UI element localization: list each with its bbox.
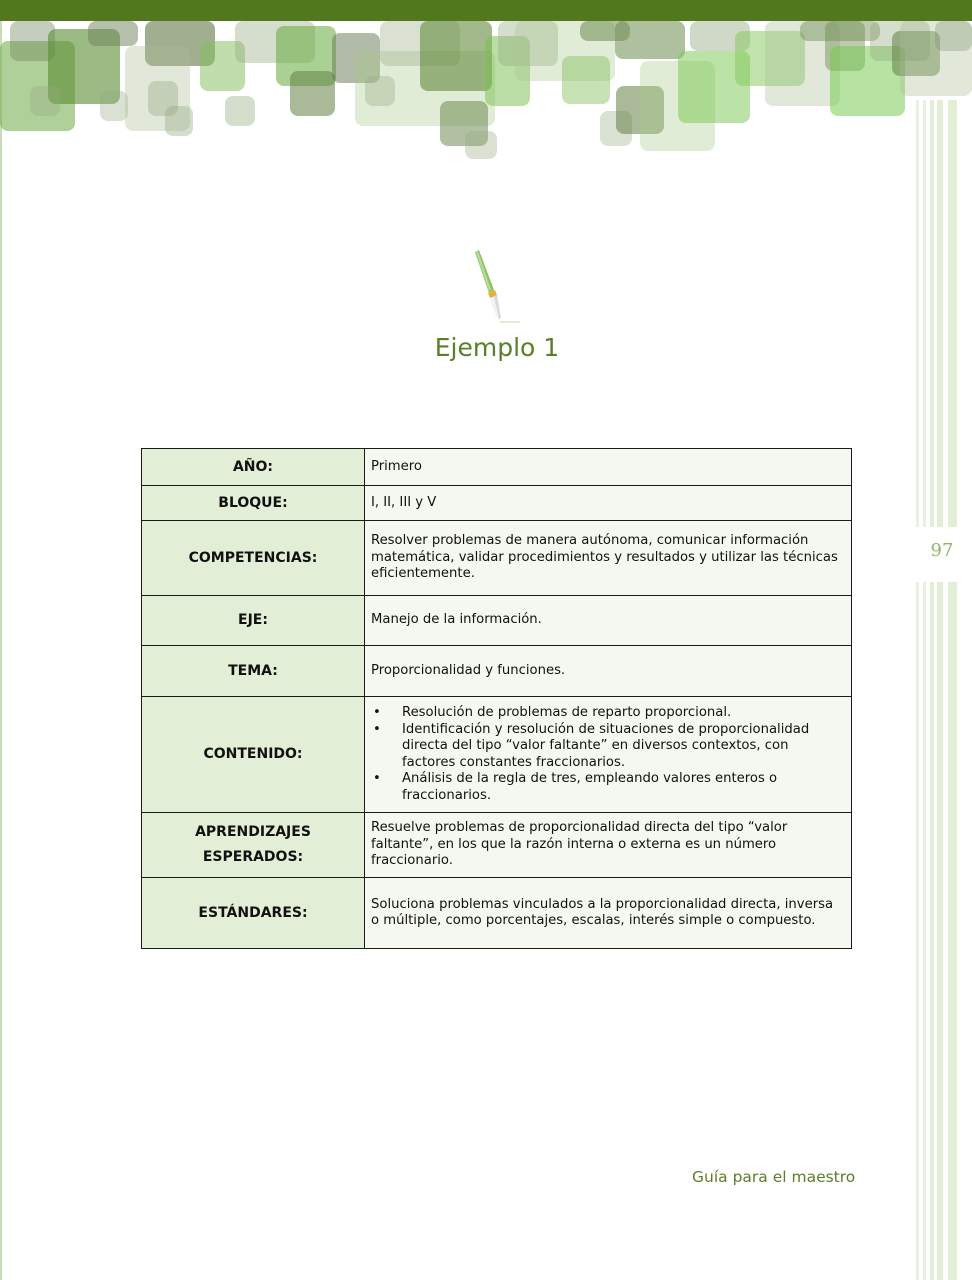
footer-text: Guía para el maestro [692, 1168, 856, 1186]
header-decoration [0, 21, 972, 161]
row-value: Soluciona problemas vinculados a la proporcionalidad directa, inversa o múltiple, como porcentajes, escalas, interés simple o compuesto. [365, 878, 852, 949]
row-label-line: APRENDIZAJES [195, 824, 311, 840]
table-row [142, 486, 852, 521]
row-label-line: ESPERADOS: [202, 849, 304, 865]
page-title: Ejemplo 1 [434, 333, 560, 362]
row-label: EJE: [142, 596, 365, 646]
list-item: • Identificación y resolución de situaciones de proporcionalidad directa del tipo “valor faltante” en diversos contextos, con factores constantes fraccionarios. [371, 722, 845, 772]
content-bullet-list [371, 705, 845, 804]
table-row [142, 449, 852, 486]
row-value: I, II, III y V [365, 486, 852, 521]
row-label: CONTENIDO: [142, 697, 365, 813]
table-row [142, 878, 852, 949]
row-label: BLOQUE: [142, 486, 365, 521]
row-value: Manejo de la información. [365, 596, 852, 646]
table-row [142, 646, 852, 697]
table-row [142, 596, 852, 646]
table-row [142, 697, 852, 813]
page-left-edge [0, 0, 2, 1280]
row-label: AÑO: [142, 449, 365, 486]
row-label [142, 813, 365, 878]
table-row [142, 813, 852, 878]
list-item: • Resolución de problemas de reparto proporcional. [371, 705, 845, 722]
header-bar [0, 0, 972, 21]
row-label: ESTÁNDARES: [142, 878, 365, 949]
row-value: Resuelve problemas de proporcionalidad directa del tipo “valor faltante”, en los que la razón interna o externa es un número fraccionario. [365, 813, 852, 878]
row-label: TEMA: [142, 646, 365, 697]
list-item: • Análisis de la regla de tres, empleando valores enteros o fraccionarios. [371, 771, 845, 804]
row-value: Proporcionalidad y funciones. [365, 646, 852, 697]
fountain-pen-icon [470, 248, 522, 324]
row-value-list [365, 697, 852, 813]
margin-stripes-upper [915, 100, 972, 527]
margin-stripes-lower [915, 582, 972, 1280]
row-label: COMPETENCIAS: [142, 521, 365, 596]
row-value: Resolver problemas de manera autónoma, comunicar información matemática, validar procedimientos y resultados y utilizar las técnicas eficientemente. [365, 521, 852, 596]
table-row [142, 521, 852, 596]
page-number: 97 [930, 540, 954, 561]
row-value: Primero [365, 449, 852, 486]
info-table [141, 448, 852, 949]
